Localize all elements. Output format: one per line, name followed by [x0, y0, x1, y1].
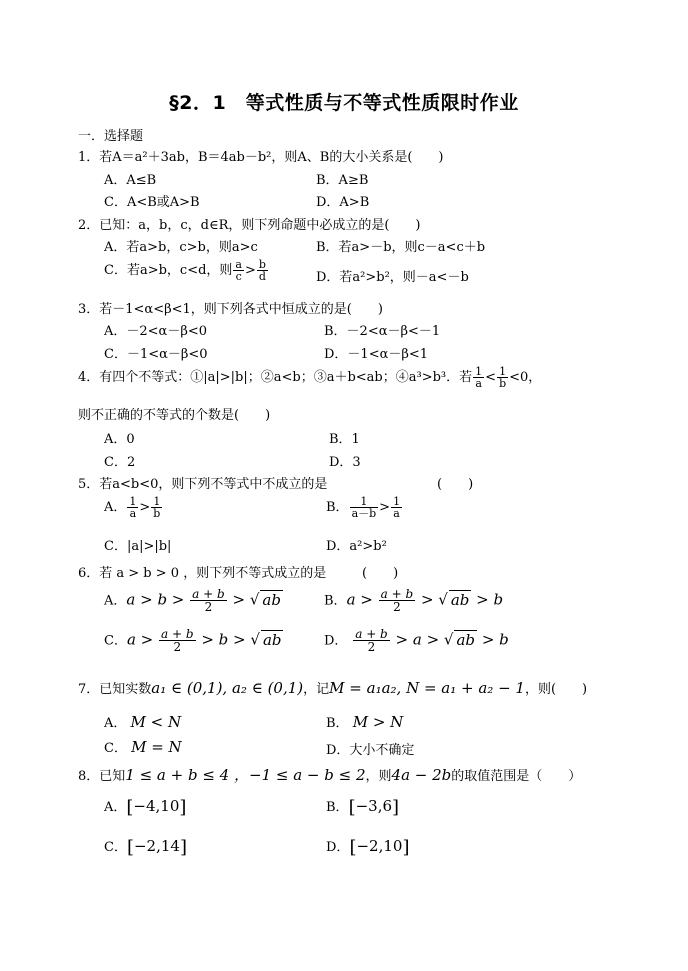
question-7-stem: 7．已知实数a₁ ∈ (0,1), a₂ ∈ (0,1)，记M = a₁a₂, N = a₁ + a₂ − 1，则( ) [78, 679, 588, 697]
question-2-stem: 2．已知：a，b，c，d∈R，则下列命题中必成立的是( ) [78, 218, 421, 233]
fraction-1-over-b: $\frac{1}{b}$ [499, 365, 507, 390]
fraction-1-over-a: $\frac{1}{a}$ [475, 365, 483, 390]
question-7-option-a: A． M < N [104, 713, 182, 731]
question-4-option-d: D．3 [329, 455, 361, 470]
question-3-option-b: B．－2<α－β<－1 [324, 324, 441, 339]
question-3-option-d: D．－1<α－β<1 [324, 347, 429, 362]
question-3-option-a: A．－2<α－β<0 [104, 324, 208, 339]
question-2-option-d: D．若a²>b²，则－a<－b [316, 270, 469, 285]
question-8-option-d: D．[−2,10] [326, 837, 410, 858]
page-title: §2．1 等式性质与不等式性质限时作业 [169, 92, 519, 114]
question-1-option-d: D．A>B [316, 195, 370, 210]
question-4-option-a: A．0 [104, 432, 135, 447]
question-6-option-a: A．a > b > $\frac{a + b}{2}$ > √ ab [104, 587, 281, 614]
fraction-a-over-c: $\frac{a}{c}$ [235, 258, 242, 283]
question-4-option-b: B．1 [329, 432, 360, 447]
question-6-answer-paren: ( ) [362, 566, 399, 581]
question-8-stem: 8．已知1 ≤ a + b ≤ 4 ，−1 ≤ a − b ≤ 2，则4a − 2b的取值范围是（ ） [78, 766, 582, 784]
question-5-option-d: D．a²>b² [326, 539, 387, 554]
question-1-option-c: C．A<B或A>B [104, 195, 200, 210]
question-8-option-b: B．[−3,6] [326, 797, 400, 818]
question-3-option-c: C．－1<α－β<0 [104, 347, 208, 362]
question-6-option-d: D． $\frac{a + b}{2}$ > a > √ ab > b [324, 627, 509, 654]
question-4-stem-line2: 则不正确的不等式的个数是( ) [78, 408, 271, 423]
question-2-option-c-prefix: C．若a>b，c<d，则 [104, 263, 233, 278]
question-5-option-b: B． $\frac{1}{a-b}$ > $\frac{1}{a}$ [326, 495, 401, 520]
question-6-stem: 6．若 a > b > 0 ，则下列不等式成立的是 [78, 566, 327, 581]
question-2-option-b: B．若a>－b，则c－a<c＋b [316, 240, 486, 255]
question-7-option-c: C． M = N [104, 738, 182, 756]
question-1-option-a: A．A≤B [104, 173, 157, 188]
fraction-b-over-d: $\frac{b}{d}$ [258, 258, 266, 283]
question-8-option-c: C．[−2,14] [104, 837, 187, 858]
question-3-stem: 3．若－1<α<β<1，则下列各式中恒成立的是( ) [78, 302, 383, 317]
question-5-option-c: C．|a|>|b| [104, 539, 172, 554]
question-1-stem: 1．若A＝a²＋3ab，B＝4ab－b²，则A、B的大小关系是( ) [78, 150, 444, 165]
question-5-stem: 5．若a<b<0，则下列不等式中不成立的是 [78, 477, 328, 492]
question-5-option-a: A． $\frac{1}{a}$ > $\frac{1}{b}$ [104, 495, 161, 520]
question-2-option-a: A．若a>b，c>b，则a>c [104, 240, 258, 255]
question-5-answer-paren: ( ) [437, 477, 474, 492]
question-2-option-c: C．若a>b，c<d，则 $\frac{a}{c}$ > $\frac{b}{d}$ [104, 258, 266, 283]
question-7-option-d: D．大小不确定 [326, 743, 415, 758]
question-6-option-b: B．a > $\frac{a + b}{2}$ > √ ab > b [324, 587, 504, 614]
question-4-stem: 4．有四个不等式：①|a|>|b|；②a<b；③a＋b<ab；④a³>b³．若 $\frac{1}{a}$ < $\frac{1}{b}$ <0， [78, 365, 542, 390]
question-8-option-a: A．[−4,10] [104, 797, 187, 818]
question-1-option-b: B．A≥B [316, 173, 369, 188]
section-heading: 一．选择题 [78, 129, 144, 144]
question-4-option-c: C．2 [104, 455, 136, 470]
question-6-option-c: C．a > $\frac{a + b}{2}$ > b > √ ab [104, 627, 282, 654]
question-7-option-b: B． M > N [326, 713, 404, 731]
